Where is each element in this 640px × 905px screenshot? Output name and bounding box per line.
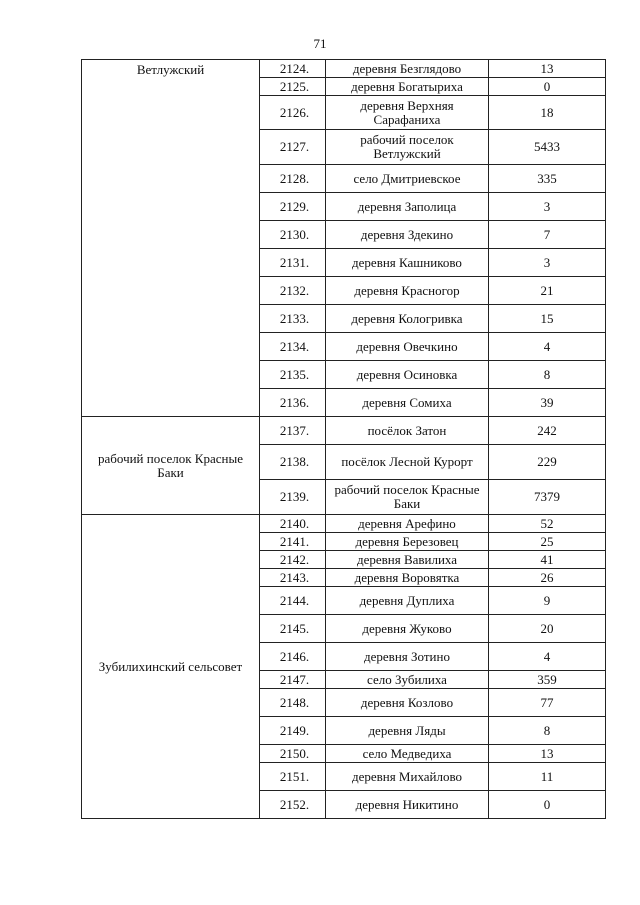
population-value: 52 — [489, 515, 606, 533]
settlement-name: деревня Заполица — [326, 193, 489, 221]
group-label-cell — [82, 417, 260, 515]
population-value: 11 — [489, 763, 606, 791]
population-value: 335 — [489, 165, 606, 193]
population-value: 41 — [489, 551, 606, 569]
row-number: 2129. — [260, 193, 326, 221]
population-value: 7 — [489, 221, 606, 249]
settlement-name: деревня Верхняя Сарафаниха — [326, 96, 489, 130]
settlement-name: деревня Кологривка — [326, 305, 489, 333]
row-number: 2150. — [260, 745, 326, 763]
population-value: 359 — [489, 671, 606, 689]
group-label: Ветлужский — [136, 62, 205, 77]
population-value: 3 — [489, 193, 606, 221]
settlement-name: деревня Воровятка — [326, 569, 489, 587]
row-number: 2131. — [260, 249, 326, 277]
group-label: Зубилихинский сельсовет — [98, 658, 243, 674]
row-number: 2148. — [260, 689, 326, 717]
population-value: 25 — [489, 533, 606, 551]
population-value: 77 — [489, 689, 606, 717]
settlement-name: деревня Овечкино — [326, 333, 489, 361]
row-number: 2139. — [260, 480, 326, 515]
settlement-name: деревня Богатыриха — [326, 78, 489, 96]
population-value: 39 — [489, 389, 606, 417]
row-number: 2136. — [260, 389, 326, 417]
row-number: 2132. — [260, 277, 326, 305]
population-value: 20 — [489, 615, 606, 643]
group-label: рабочий поселок Красные Баки — [98, 450, 243, 480]
row-number: 2134. — [260, 333, 326, 361]
settlement-name: деревня Жуково — [326, 615, 489, 643]
settlement-name: село Дмитриевское — [326, 165, 489, 193]
population-value: 7379 — [489, 480, 606, 515]
settlement-name: деревня Михайлово — [326, 763, 489, 791]
row-number: 2126. — [260, 96, 326, 130]
settlement-name: деревня Красногор — [326, 277, 489, 305]
row-number: 2127. — [260, 130, 326, 165]
population-value: 9 — [489, 587, 606, 615]
population-value: 8 — [489, 717, 606, 745]
row-number: 2137. — [260, 417, 326, 445]
settlement-name: село Зубилиха — [326, 671, 489, 689]
population-value: 4 — [489, 333, 606, 361]
settlement-name: посёлок Лесной Курорт — [326, 445, 489, 480]
row-number: 2147. — [260, 671, 326, 689]
population-value: 0 — [489, 791, 606, 819]
population-value: 26 — [489, 569, 606, 587]
settlement-name: деревня Сомиха — [326, 389, 489, 417]
row-number: 2140. — [260, 515, 326, 533]
group-label-cell — [82, 60, 260, 417]
population-value: 242 — [489, 417, 606, 445]
settlement-name: деревня Осиновка — [326, 361, 489, 389]
settlement-name: село Медведиха — [326, 745, 489, 763]
population-value: 18 — [489, 96, 606, 130]
settlement-name: деревня Вавилиха — [326, 551, 489, 569]
row-number: 2149. — [260, 717, 326, 745]
settlement-name: посёлок Затон — [326, 417, 489, 445]
settlements-table — [81, 59, 606, 819]
row-number: 2145. — [260, 615, 326, 643]
row-number: 2133. — [260, 305, 326, 333]
row-number: 2138. — [260, 445, 326, 480]
row-number: 2151. — [260, 763, 326, 791]
population-value: 13 — [489, 745, 606, 763]
population-value: 3 — [489, 249, 606, 277]
population-value: 5433 — [489, 130, 606, 165]
population-value: 0 — [489, 78, 606, 96]
row-number: 2128. — [260, 165, 326, 193]
settlement-name: деревня Безглядово — [326, 60, 489, 78]
row-number: 2142. — [260, 551, 326, 569]
population-value: 15 — [489, 305, 606, 333]
population-value: 229 — [489, 445, 606, 480]
settlement-name: рабочий поселок Красные Баки — [326, 480, 489, 515]
group-label-cell — [82, 515, 260, 819]
settlement-name: деревня Кашниково — [326, 249, 489, 277]
row-number: 2143. — [260, 569, 326, 587]
population-value: 21 — [489, 277, 606, 305]
population-value: 8 — [489, 361, 606, 389]
row-number: 2146. — [260, 643, 326, 671]
settlement-name: деревня Здекино — [326, 221, 489, 249]
settlement-name: деревня Ляды — [326, 717, 489, 745]
settlement-name: деревня Никитино — [326, 791, 489, 819]
row-number: 2152. — [260, 791, 326, 819]
population-value: 4 — [489, 643, 606, 671]
page-number: 71 — [313, 36, 327, 51]
settlement-name: деревня Березовец — [326, 533, 489, 551]
row-number: 2124. — [260, 60, 326, 78]
settlement-name: деревня Арефино — [326, 515, 489, 533]
row-number: 2125. — [260, 78, 326, 96]
row-number: 2135. — [260, 361, 326, 389]
population-value: 13 — [489, 60, 606, 78]
settlement-name: деревня Козлово — [326, 689, 489, 717]
row-number: 2141. — [260, 533, 326, 551]
settlement-name: деревня Дуплиха — [326, 587, 489, 615]
settlement-name: деревня Зотино — [326, 643, 489, 671]
row-number: 2130. — [260, 221, 326, 249]
row-number: 2144. — [260, 587, 326, 615]
settlement-name: рабочий поселок Ветлужский — [326, 130, 489, 165]
